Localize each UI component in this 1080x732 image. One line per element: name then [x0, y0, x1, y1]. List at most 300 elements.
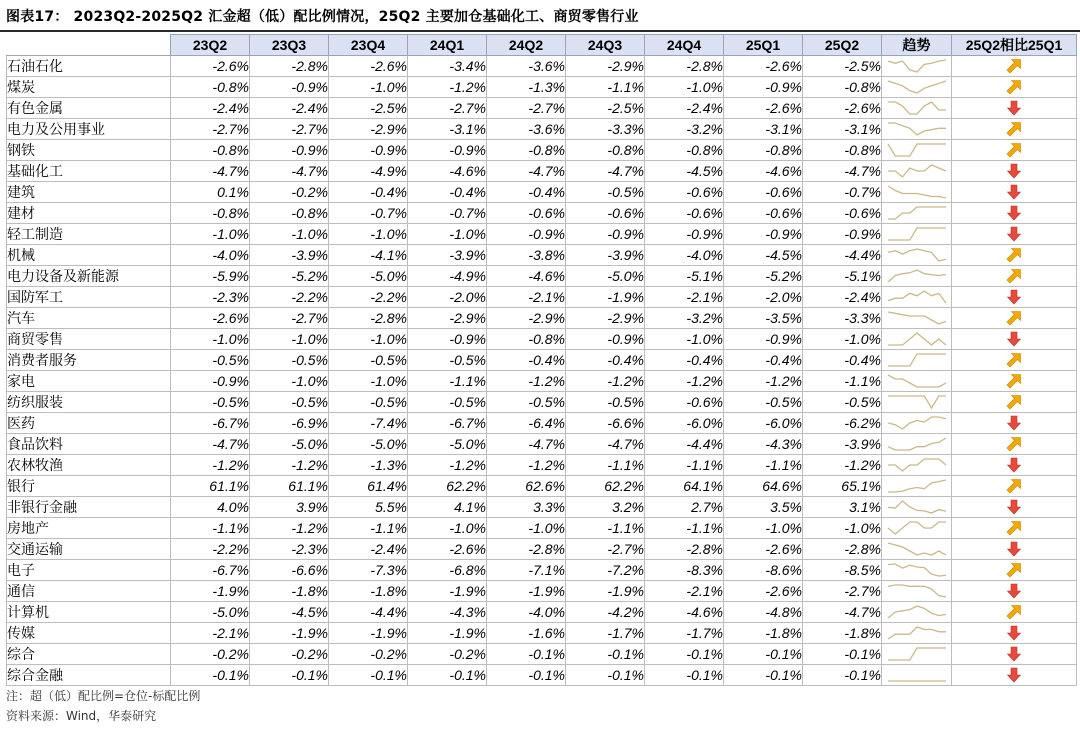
value-cell: -1.0%: [250, 371, 329, 392]
value-cell: -0.4%: [329, 182, 408, 203]
value-cell: -2.9%: [566, 56, 645, 77]
change-cell: [952, 623, 1077, 644]
trend-cell: [882, 644, 952, 665]
trend-cell: [882, 245, 952, 266]
value-cell: -4.6%: [408, 161, 487, 182]
industry-name: 建筑: [7, 182, 171, 203]
value-cell: -0.8%: [171, 77, 250, 98]
value-cell: -4.0%: [171, 245, 250, 266]
change-cell: [952, 56, 1077, 77]
value-cell: -1.0%: [329, 371, 408, 392]
value-cell: -4.7%: [566, 434, 645, 455]
value-cell: -1.0%: [329, 224, 408, 245]
value-cell: -4.2%: [566, 602, 645, 623]
sparkline-path: [888, 228, 946, 240]
industry-name: 电力设备及新能源: [7, 266, 171, 287]
value-cell: -2.8%: [329, 308, 408, 329]
value-cell: 61.4%: [329, 476, 408, 497]
down-arrow-icon: [1006, 457, 1022, 473]
value-cell: -2.2%: [171, 539, 250, 560]
change-cell: [952, 308, 1077, 329]
value-cell: -1.7%: [566, 623, 645, 644]
value-cell: -1.0%: [171, 224, 250, 245]
sparkline: [886, 58, 948, 74]
industry-name: 房地产: [7, 518, 171, 539]
change-cell: [952, 413, 1077, 434]
value-cell: -2.7%: [408, 98, 487, 119]
industry-name: 家电: [7, 371, 171, 392]
value-cell: -4.7%: [803, 161, 882, 182]
sparkline-path: [888, 417, 946, 429]
value-cell: -0.1%: [250, 665, 329, 686]
value-cell: -2.0%: [724, 287, 803, 308]
trend-cell: [882, 371, 952, 392]
up-right-arrow-icon: [1006, 604, 1022, 620]
value-cell: -3.8%: [487, 245, 566, 266]
trend-cell: [882, 203, 952, 224]
value-cell: -2.6%: [171, 56, 250, 77]
value-cell: -0.2%: [408, 644, 487, 665]
value-cell: -2.0%: [408, 287, 487, 308]
value-cell: -1.2%: [171, 455, 250, 476]
value-cell: -2.6%: [408, 539, 487, 560]
up-right-arrow-icon: [1006, 436, 1022, 452]
value-cell: -0.5%: [566, 182, 645, 203]
value-cell: -0.5%: [408, 392, 487, 413]
table-row: [7, 371, 1077, 392]
sparkline: [886, 562, 948, 578]
down-arrow-icon: [1006, 331, 1022, 347]
value-cell: -1.1%: [408, 371, 487, 392]
sparkline-path: [888, 270, 946, 282]
sparkline: [886, 499, 948, 515]
industry-name: 有色金属: [7, 98, 171, 119]
value-cell: -1.2%: [487, 371, 566, 392]
sparkline: [886, 646, 948, 662]
value-cell: -2.6%: [329, 56, 408, 77]
value-cell: -4.4%: [803, 245, 882, 266]
trend-cell: [882, 518, 952, 539]
table-row: [7, 119, 1077, 140]
sparkline: [886, 373, 948, 389]
industry-name: 煤炭: [7, 77, 171, 98]
trend-cell: [882, 77, 952, 98]
sparkline: [886, 457, 948, 473]
value-cell: -3.9%: [566, 245, 645, 266]
value-cell: -3.3%: [566, 119, 645, 140]
value-cell: -0.9%: [566, 329, 645, 350]
value-cell: -2.8%: [250, 56, 329, 77]
down-arrow-icon: [1006, 226, 1022, 242]
value-cell: -1.2%: [250, 518, 329, 539]
up-right-arrow-icon: [1006, 520, 1022, 536]
value-cell: 3.5%: [724, 497, 803, 518]
table-row: [7, 308, 1077, 329]
value-cell: -0.1%: [487, 644, 566, 665]
col-header-24q2: 24Q2: [487, 35, 566, 56]
value-cell: -6.6%: [250, 560, 329, 581]
trend-cell: [882, 140, 952, 161]
value-cell: -1.2%: [487, 455, 566, 476]
change-cell: [952, 329, 1077, 350]
value-cell: -1.9%: [171, 581, 250, 602]
value-cell: -0.9%: [724, 77, 803, 98]
table-row: [7, 413, 1077, 434]
down-arrow-icon: [1006, 100, 1022, 116]
value-cell: -5.2%: [250, 266, 329, 287]
value-cell: -0.6%: [724, 182, 803, 203]
trend-cell: [882, 623, 952, 644]
value-cell: -2.6%: [803, 98, 882, 119]
value-cell: -4.7%: [171, 161, 250, 182]
value-cell: -2.6%: [724, 56, 803, 77]
table-row: [7, 518, 1077, 539]
value-cell: -0.5%: [329, 392, 408, 413]
table-row: [7, 98, 1077, 119]
table-row: [7, 56, 1077, 77]
value-cell: 2.7%: [645, 497, 724, 518]
value-cell: 62.2%: [408, 476, 487, 497]
value-cell: -2.8%: [803, 539, 882, 560]
table-row: [7, 140, 1077, 161]
up-right-arrow-icon: [1006, 394, 1022, 410]
value-cell: -2.4%: [329, 539, 408, 560]
value-cell: -0.5%: [803, 392, 882, 413]
value-cell: -4.5%: [645, 161, 724, 182]
value-cell: 3.2%: [566, 497, 645, 518]
value-cell: -1.2%: [566, 371, 645, 392]
value-cell: -1.3%: [487, 77, 566, 98]
value-cell: 3.1%: [803, 497, 882, 518]
value-cell: -0.9%: [408, 329, 487, 350]
change-cell: [952, 644, 1077, 665]
value-cell: -1.2%: [250, 455, 329, 476]
value-cell: -3.2%: [645, 119, 724, 140]
change-cell: [952, 371, 1077, 392]
change-cell: [952, 455, 1077, 476]
sparkline: [886, 436, 948, 452]
down-arrow-icon: [1006, 625, 1022, 641]
trend-cell: [882, 560, 952, 581]
value-cell: -1.2%: [408, 455, 487, 476]
down-arrow-icon: [1006, 205, 1022, 221]
change-cell: [952, 161, 1077, 182]
trend-cell: [882, 455, 952, 476]
value-cell: -0.4%: [566, 350, 645, 371]
value-cell: -8.6%: [724, 560, 803, 581]
table-row: [7, 623, 1077, 644]
industry-name: 钢铁: [7, 140, 171, 161]
industry-name: 食品饮料: [7, 434, 171, 455]
value-cell: -4.6%: [645, 602, 724, 623]
value-cell: -1.2%: [645, 371, 724, 392]
value-cell: -5.0%: [250, 434, 329, 455]
value-cell: -6.7%: [408, 413, 487, 434]
value-cell: -8.5%: [803, 560, 882, 581]
value-cell: -4.4%: [329, 602, 408, 623]
value-cell: 62.6%: [487, 476, 566, 497]
value-cell: -5.1%: [645, 266, 724, 287]
value-cell: -2.9%: [487, 308, 566, 329]
value-cell: -1.1%: [803, 371, 882, 392]
value-cell: -5.2%: [724, 266, 803, 287]
sparkline: [886, 289, 948, 305]
down-arrow-icon: [1006, 163, 1022, 179]
sparkline-path: [888, 102, 946, 114]
table-row: [7, 350, 1077, 371]
value-cell: -4.7%: [250, 161, 329, 182]
sparkline-path: [888, 438, 946, 450]
sparkline-path: [888, 144, 946, 156]
value-cell: -0.1%: [566, 665, 645, 686]
value-cell: -0.1%: [803, 644, 882, 665]
down-arrow-icon: [1006, 289, 1022, 305]
value-cell: -1.9%: [250, 623, 329, 644]
value-cell: -1.1%: [329, 518, 408, 539]
value-cell: -0.2%: [250, 644, 329, 665]
value-cell: -4.6%: [724, 161, 803, 182]
value-cell: -0.6%: [566, 203, 645, 224]
industry-name: 交通运输: [7, 539, 171, 560]
value-cell: -1.0%: [803, 518, 882, 539]
change-cell: [952, 182, 1077, 203]
sparkline: [886, 415, 948, 431]
value-cell: 3.3%: [487, 497, 566, 518]
table-row: [7, 329, 1077, 350]
value-cell: -0.8%: [250, 203, 329, 224]
value-cell: -2.7%: [250, 119, 329, 140]
source-note: 资料来源：Wind，华泰研究: [6, 709, 157, 723]
sparkline-path: [888, 396, 946, 408]
sparkline-path: [888, 585, 946, 597]
sparkline: [886, 226, 948, 242]
allocation-table: [6, 34, 1077, 686]
value-cell: -1.0%: [250, 224, 329, 245]
industry-name: 轻工制造: [7, 224, 171, 245]
sparkline-path: [888, 606, 946, 618]
value-cell: -4.6%: [487, 266, 566, 287]
value-cell: -4.3%: [724, 434, 803, 455]
value-cell: -3.2%: [645, 308, 724, 329]
value-cell: -5.0%: [566, 266, 645, 287]
sparkline-path: [888, 81, 946, 93]
industry-name: 农林牧渔: [7, 455, 171, 476]
value-cell: -0.4%: [408, 182, 487, 203]
value-cell: -2.6%: [171, 308, 250, 329]
corner-cell: [7, 35, 171, 56]
value-cell: -3.3%: [803, 308, 882, 329]
trend-cell: [882, 476, 952, 497]
value-cell: -0.6%: [645, 182, 724, 203]
sparkline-path: [888, 291, 946, 303]
sparkline: [886, 667, 948, 683]
value-cell: -2.1%: [487, 287, 566, 308]
value-cell: -5.0%: [329, 266, 408, 287]
change-cell: [952, 119, 1077, 140]
value-cell: -0.5%: [250, 392, 329, 413]
value-cell: -0.4%: [724, 350, 803, 371]
down-arrow-icon: [1006, 667, 1022, 683]
down-arrow-icon: [1006, 415, 1022, 431]
value-cell: 64.6%: [724, 476, 803, 497]
trend-cell: [882, 665, 952, 686]
value-cell: -2.7%: [803, 581, 882, 602]
value-cell: -0.4%: [487, 182, 566, 203]
trend-cell: [882, 56, 952, 77]
value-cell: -1.0%: [408, 224, 487, 245]
value-cell: -2.8%: [487, 539, 566, 560]
value-cell: -2.8%: [645, 56, 724, 77]
value-cell: -4.9%: [329, 161, 408, 182]
sparkline: [886, 478, 948, 494]
value-cell: -0.1%: [803, 665, 882, 686]
sparkline: [886, 163, 948, 179]
change-cell: [952, 266, 1077, 287]
sparkline-path: [888, 375, 946, 387]
trend-cell: [882, 434, 952, 455]
value-cell: -6.2%: [803, 413, 882, 434]
value-cell: -0.9%: [724, 329, 803, 350]
industry-name: 建材: [7, 203, 171, 224]
change-cell: [952, 287, 1077, 308]
sparkline: [886, 331, 948, 347]
value-cell: -1.9%: [566, 287, 645, 308]
value-cell: -3.9%: [408, 245, 487, 266]
down-arrow-icon: [1006, 583, 1022, 599]
value-cell: -0.1%: [645, 665, 724, 686]
value-cell: -4.5%: [724, 245, 803, 266]
table-row: [7, 392, 1077, 413]
value-cell: -6.0%: [724, 413, 803, 434]
change-cell: [952, 224, 1077, 245]
value-cell: -4.5%: [250, 602, 329, 623]
value-cell: -1.8%: [803, 623, 882, 644]
value-cell: -0.9%: [171, 371, 250, 392]
value-cell: -2.7%: [171, 119, 250, 140]
value-cell: -3.1%: [408, 119, 487, 140]
value-cell: -2.4%: [171, 98, 250, 119]
table-row: [7, 434, 1077, 455]
value-cell: -0.5%: [329, 350, 408, 371]
value-cell: -0.9%: [329, 140, 408, 161]
value-cell: -2.7%: [566, 539, 645, 560]
value-cell: -0.1%: [566, 644, 645, 665]
up-right-arrow-icon: [1006, 562, 1022, 578]
up-right-arrow-icon: [1006, 310, 1022, 326]
value-cell: 4.0%: [171, 497, 250, 518]
value-cell: -0.9%: [645, 224, 724, 245]
sparkline: [886, 394, 948, 410]
value-cell: 5.5%: [329, 497, 408, 518]
value-cell: 62.2%: [566, 476, 645, 497]
industry-name: 医药: [7, 413, 171, 434]
change-cell: [952, 98, 1077, 119]
col-header-23q3: 23Q3: [250, 35, 329, 56]
trend-cell: [882, 161, 952, 182]
table-row: [7, 497, 1077, 518]
value-cell: -0.5%: [171, 350, 250, 371]
value-cell: -1.2%: [724, 371, 803, 392]
trend-cell: [882, 308, 952, 329]
value-cell: -4.7%: [487, 434, 566, 455]
up-right-arrow-icon: [1006, 373, 1022, 389]
value-cell: -2.9%: [329, 119, 408, 140]
value-cell: -0.8%: [724, 140, 803, 161]
table-row: [7, 644, 1077, 665]
value-cell: -1.0%: [408, 518, 487, 539]
value-cell: -0.5%: [408, 350, 487, 371]
value-cell: -2.9%: [408, 308, 487, 329]
trend-cell: [882, 287, 952, 308]
value-cell: -1.0%: [329, 77, 408, 98]
table-row: [7, 182, 1077, 203]
table-row: [7, 77, 1077, 98]
industry-name: 传媒: [7, 623, 171, 644]
value-cell: -0.6%: [645, 203, 724, 224]
col-header-24q1: 24Q1: [408, 35, 487, 56]
up-right-arrow-icon: [1006, 142, 1022, 158]
value-cell: -4.3%: [408, 602, 487, 623]
value-cell: -1.1%: [566, 518, 645, 539]
value-cell: -1.2%: [408, 77, 487, 98]
value-cell: -0.9%: [250, 77, 329, 98]
trend-cell: [882, 224, 952, 245]
industry-name: 消费者服务: [7, 350, 171, 371]
sparkline: [886, 352, 948, 368]
value-cell: -1.0%: [645, 77, 724, 98]
footnote: 注：超（低）配比例=仓位-标配比例: [6, 689, 201, 703]
value-cell: -2.5%: [803, 56, 882, 77]
value-cell: -0.5%: [724, 392, 803, 413]
change-cell: [952, 476, 1077, 497]
value-cell: -1.6%: [487, 623, 566, 644]
value-cell: -0.9%: [803, 224, 882, 245]
value-cell: -1.0%: [250, 329, 329, 350]
value-cell: -0.1%: [487, 665, 566, 686]
sparkline: [886, 142, 948, 158]
trend-cell: [882, 182, 952, 203]
sparkline-path: [888, 123, 946, 135]
value-cell: -1.3%: [329, 455, 408, 476]
sparkline: [886, 604, 948, 620]
down-arrow-icon: [1006, 499, 1022, 515]
up-right-arrow-icon: [1006, 478, 1022, 494]
table-row: [7, 287, 1077, 308]
value-cell: -0.1%: [724, 644, 803, 665]
col-header-change: 25Q2相比25Q1: [952, 35, 1077, 56]
sparkline: [886, 583, 948, 599]
table-row: [7, 539, 1077, 560]
change-cell: [952, 497, 1077, 518]
value-cell: -3.6%: [487, 56, 566, 77]
industry-name: 计算机: [7, 602, 171, 623]
industry-name: 电力及公用事业: [7, 119, 171, 140]
value-cell: -0.8%: [566, 140, 645, 161]
industry-name: 机械: [7, 245, 171, 266]
value-cell: -6.4%: [487, 413, 566, 434]
value-cell: -0.9%: [566, 224, 645, 245]
value-cell: -0.2%: [329, 644, 408, 665]
table-body: [7, 56, 1077, 686]
value-cell: -7.3%: [329, 560, 408, 581]
value-cell: -3.6%: [487, 119, 566, 140]
value-cell: -4.7%: [803, 602, 882, 623]
value-cell: -4.7%: [487, 161, 566, 182]
value-cell: -3.1%: [724, 119, 803, 140]
value-cell: -1.8%: [329, 581, 408, 602]
value-cell: -4.7%: [171, 434, 250, 455]
value-cell: -1.1%: [645, 518, 724, 539]
